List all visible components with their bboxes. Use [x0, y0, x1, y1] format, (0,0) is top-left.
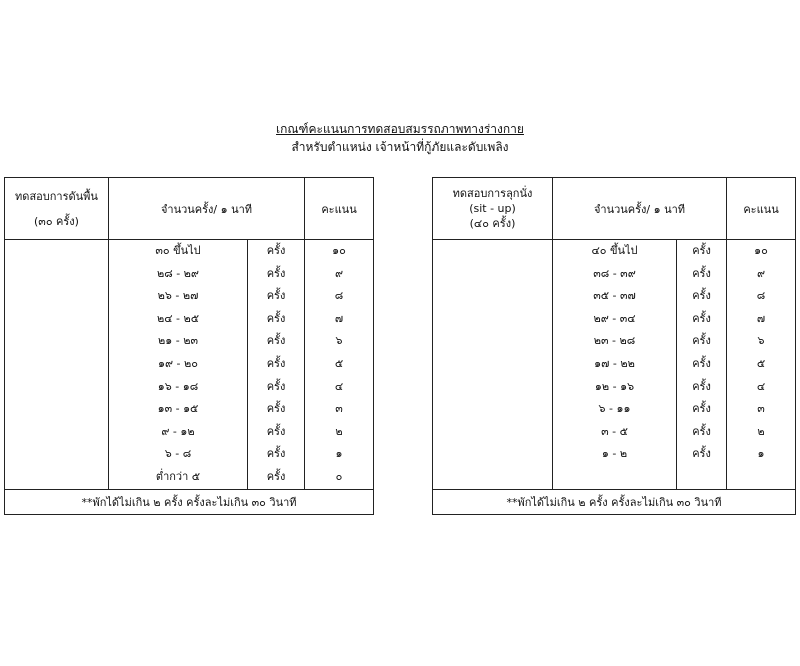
pushup-test-label: ทดสอบการดันพื้น [15, 189, 98, 203]
situp-count-header: จำนวนครั้ง/ ๑ นาที [553, 178, 727, 240]
pushup-score-cell: ๓ [335, 402, 343, 416]
pushup-unit-cell: ครั้ง [266, 469, 286, 483]
situp-count-cell: ๑ - ๒ [601, 447, 628, 461]
pushup-count-cell: ต่ำกว่า ๕ [155, 469, 201, 483]
pushup-empty-col [5, 240, 109, 490]
pushup-count-cell: ๒๑ - ๒๓ [158, 334, 198, 348]
situp-test-subtitle: (sit - up) [469, 202, 516, 215]
pushup-score-cell: ๘ [334, 289, 344, 303]
situp-count-cell: ๒๓ - ๒๘ [593, 334, 636, 348]
pushup-score-header: คะแนน [305, 178, 374, 240]
pushup-score-cell: ๙ [334, 266, 344, 280]
situp-count-cell: ๔๐ ขึ้นไป [591, 244, 638, 257]
pushup-count-cell: ๑๓ - ๑๕ [157, 402, 199, 416]
situp-score-col [727, 240, 796, 490]
situp-score-cell: ๙ [756, 266, 766, 280]
situp-empty-col [433, 240, 553, 490]
pushup-test-header [5, 178, 109, 240]
pushup-unit-cell: ครั้ง [266, 447, 286, 461]
situp-count-cell: ๖ - ๑๑ [598, 402, 631, 416]
situp-count-cell: ๑๗ - ๒๒ [594, 356, 635, 370]
pushup-unit-cell: ครั้ง [266, 402, 286, 416]
situp-unit-cell: ครั้ง [692, 379, 711, 393]
situp-score-cell: ๒ [757, 424, 765, 438]
pushup-unit-col [248, 240, 305, 490]
pushup-count-cell: ๑๙ - ๒๐ [158, 356, 198, 370]
situp-unit-cell: ครั้ง [692, 244, 711, 257]
situp-count-cell: ๓ - ๕ [601, 424, 628, 438]
pushup-count-col [109, 240, 248, 490]
pushup-score-cell: ๐ [335, 469, 343, 483]
pushup-score-cell: ๑ [335, 447, 343, 461]
pushup-count-cell: ๒๔ - ๒๕ [156, 311, 200, 325]
situp-test-target: (๔๐ ครั้ง) [469, 217, 516, 230]
pushup-unit-cell: ครั้ง [266, 379, 286, 393]
situp-score-cell: ๗ [756, 311, 766, 325]
situp-unit-col [677, 240, 727, 490]
pushup-score-cell: ๒ [335, 424, 343, 438]
situp-count-cell: ๑๒ - ๑๖ [594, 379, 635, 393]
situp-unit-cell: ครั้ง [692, 334, 711, 348]
situp-score-cell: ๖ [757, 334, 765, 348]
situp-test-header [433, 178, 553, 240]
situp-score-cell: ๘ [756, 289, 766, 303]
pushup-count-cell: ๒๘ - ๒๙ [156, 266, 199, 280]
situp-count-col [553, 240, 677, 490]
pushup-score-cell: ๔ [334, 379, 344, 393]
situp-unit-cell: ครั้ง [692, 289, 711, 303]
pushup-score-cell: ๑๐ [332, 244, 346, 257]
situp-unit-cell: ครั้ง [692, 356, 711, 370]
situp-score-cell: ๑๐ [754, 244, 768, 257]
situp-unit-cell: ครั้ง [692, 402, 711, 416]
situp-unit-cell: ครั้ง [692, 266, 711, 280]
pushup-unit-cell: ครั้ง [266, 244, 286, 257]
pushup-score-col [305, 240, 374, 490]
situp-footnote: **พักได้ไม่เกิน ๒ ครั้ง ครั้งละไม่เกิน ๓๐ วินาที [433, 490, 796, 515]
situp-unit-cell: ครั้ง [692, 424, 711, 438]
pushup-count-cell: ๙ - ๑๒ [161, 424, 195, 438]
situp-test-label: ทดสอบการลุกนั่ง [452, 187, 533, 200]
pushup-count-cell: ๖ - ๘ [164, 447, 192, 461]
pushup-score-cell: ๖ [335, 334, 343, 348]
pushup-unit-cell: ครั้ง [266, 289, 286, 303]
page-title: เกณฑ์คะแนนการทดสอบสมรรถภาพทางร่างกาย [276, 122, 524, 136]
situp-unit-cell: ครั้ง [692, 311, 711, 325]
situp-score-cell: ๕ [756, 356, 766, 370]
pushup-score-cell: ๕ [334, 356, 344, 370]
pushup-footnote: **พักได้ไม่เกิน ๒ ครั้ง ครั้งละไม่เกิน ๓๐ วินาที [5, 489, 374, 514]
pushup-unit-cell: ครั้ง [266, 334, 286, 348]
pushup-count-cell: ๑๖ - ๑๘ [157, 379, 199, 393]
pushup-count-header: จำนวนครั้ง/ ๑ นาที [109, 178, 305, 240]
pushup-unit-cell: ครั้ง [266, 424, 286, 438]
situp-score-header: คะแนน [727, 178, 796, 240]
pushup-test-target: (๓๐ ครั้ง) [34, 214, 79, 228]
page-subtitle: สำหรับตำแหน่ง เจ้าหน้าที่กู้ภัยและดับเพลิง [291, 140, 509, 154]
pushup-unit-cell: ครั้ง [266, 266, 286, 280]
situp-table [432, 177, 796, 515]
situp-count-cell: ๓๘ - ๓๙ [593, 266, 636, 280]
pushup-table [4, 177, 374, 515]
pushup-unit-cell: ครั้ง [266, 356, 286, 370]
pushup-unit-cell: ครั้ง [266, 311, 286, 325]
situp-unit-cell: ครั้ง [692, 447, 711, 461]
pushup-count-cell: ๒๖ - ๒๗ [157, 289, 199, 303]
situp-count-cell: ๓๕ - ๓๗ [593, 289, 636, 303]
situp-score-cell: ๔ [756, 379, 766, 393]
situp-score-cell: ๓ [757, 402, 765, 416]
pushup-count-cell: ๓๐ ขึ้นไป [155, 244, 201, 257]
situp-count-cell: ๒๙ - ๓๔ [593, 311, 636, 325]
pushup-score-cell: ๗ [334, 311, 344, 325]
situp-score-cell: ๑ [757, 447, 765, 461]
